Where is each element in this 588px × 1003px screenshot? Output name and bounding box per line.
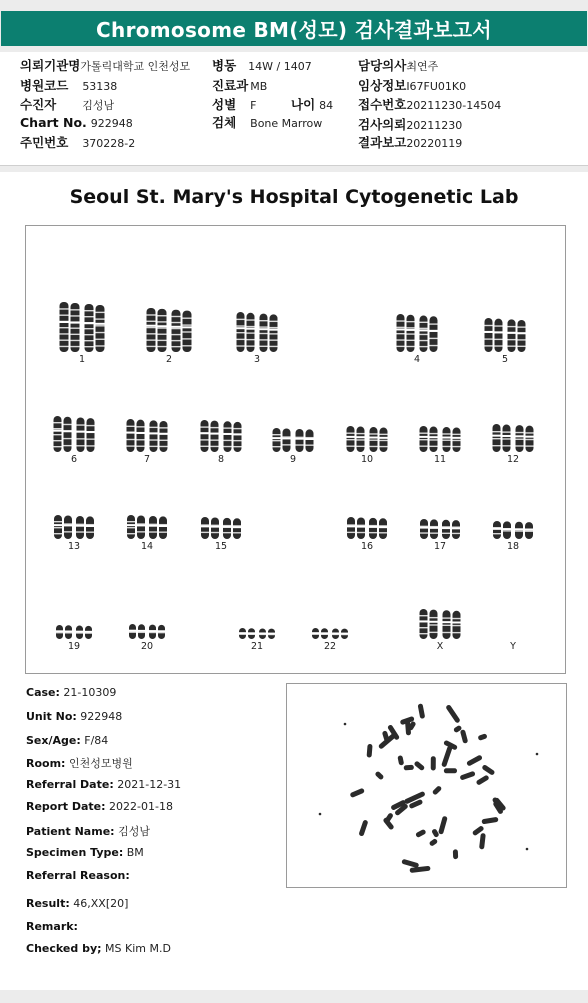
detail-label: Patient Name: — [26, 825, 115, 838]
detail-result — [26, 897, 128, 910]
metaphase-chromosome — [431, 756, 436, 770]
detail-value: MS Kim M.D — [105, 942, 171, 955]
chromosome-label-14: 14 — [140, 541, 154, 552]
detail-label: Room: — [26, 757, 66, 770]
chromosome-pair-X — [420, 609, 461, 639]
metaphase-spread-image — [287, 684, 566, 887]
metaphase-chromosome — [453, 849, 458, 859]
metaphase-chromosome — [429, 838, 439, 847]
info-value: 922948 — [90, 117, 133, 130]
chromosome-pair-2 — [147, 308, 192, 352]
info-value: 370228-2 — [82, 137, 136, 150]
chromosome-label-21: 21 — [250, 641, 264, 652]
metaphase-chromosome — [397, 755, 404, 765]
metaphase-chromosome — [441, 745, 453, 767]
chromosome-pair-3 — [237, 312, 278, 352]
info-label: 나이 — [291, 97, 316, 112]
chromosome-label-9: 9 — [289, 454, 297, 465]
detail-label: Referral Date: — [26, 778, 114, 791]
info-label: 검사의뢰 — [358, 117, 407, 132]
detail-sex-age — [26, 734, 108, 747]
chromosome-label-Y: Y — [510, 641, 516, 652]
info-chart-no — [20, 115, 133, 130]
info-value: I67FU01K0 — [406, 80, 467, 93]
chromosome-label-12: 12 — [506, 454, 520, 465]
metaphase-chromosome — [401, 859, 419, 869]
info-hospital-code — [20, 76, 117, 94]
metaphase-chromosome — [445, 704, 461, 724]
chromosome-label-4: 4 — [413, 354, 421, 365]
chromosome-label-8: 8 — [217, 454, 225, 465]
info-value: Bone Marrow — [250, 117, 323, 130]
metaphase-chromosome — [476, 775, 490, 786]
info-value: 53138 — [82, 80, 118, 93]
chromosome-pair-8 — [201, 420, 242, 452]
patient-info-panel — [0, 52, 588, 166]
debris-dot — [526, 848, 529, 851]
metaphase-chromosome — [374, 771, 384, 781]
detail-label: Result: — [26, 897, 70, 910]
detail-value: 21-10309 — [63, 686, 117, 699]
metaphase-chromosome — [444, 768, 457, 773]
metaphase-chromosome — [404, 765, 414, 771]
karyotype-panel — [25, 225, 566, 674]
metaphase-chromosome — [350, 788, 365, 798]
chromosome-pair-12 — [493, 424, 534, 452]
chromosome-pair-1 — [60, 302, 105, 352]
report-title: Chromosome BM(성모) 검사결과보고서 — [1, 11, 587, 46]
detail-label: Sex/Age: — [26, 734, 81, 747]
info-sex — [212, 95, 256, 113]
metaphase-chromosome — [382, 730, 390, 742]
chromosome-label-X: X — [436, 641, 444, 652]
info-label: 주민번호 — [20, 135, 69, 150]
metaphase-chromosome — [438, 816, 448, 835]
chromosome-pair-22 — [312, 628, 348, 639]
info-resident-no — [20, 133, 135, 151]
chromosome-label-2: 2 — [165, 354, 173, 365]
metaphase-chromosome — [418, 703, 426, 719]
detail-case — [26, 686, 116, 699]
chromosome-pair-10 — [347, 426, 388, 452]
lab-title: Seoul St. Mary's Hospital Cytogenetic Lab — [69, 186, 519, 208]
info-value: F — [250, 99, 257, 112]
detail-label: Remark: — [26, 920, 78, 933]
info-ward — [212, 56, 312, 74]
info-label: 결과보고 — [358, 135, 407, 150]
chromosome-label-16: 16 — [360, 541, 374, 552]
karyogram-image — [26, 226, 567, 675]
chromosome-pair-16 — [347, 517, 387, 539]
info-institution — [20, 56, 190, 74]
chromosome-label-11: 11 — [433, 454, 447, 465]
metaphase-chromosome — [415, 829, 426, 838]
detail-referral-date — [26, 778, 181, 791]
chromosome-pair-6 — [54, 416, 95, 452]
info-clinical — [358, 76, 466, 94]
metaphase-chromosome — [459, 771, 475, 781]
detail-remark — [26, 920, 78, 933]
detail-label: Unit No: — [26, 710, 77, 723]
metaphase-chromosome — [432, 785, 443, 795]
chromosome-pair-9 — [273, 428, 314, 452]
metaphase-chromosome — [431, 828, 440, 838]
info-label: 임상정보 — [358, 78, 407, 93]
info-value: 가톨릭대학교 인천성모 — [80, 60, 191, 73]
chromosome-pair-11 — [420, 426, 461, 452]
metaphase-chromosome — [460, 729, 468, 744]
info-label: 접수번호 — [358, 97, 407, 112]
detail-specimen-type — [26, 846, 144, 859]
info-label: 병원코드 — [20, 78, 69, 93]
metaphase-image-panel — [286, 683, 567, 888]
chromosome-label-10: 10 — [360, 454, 374, 465]
info-department — [212, 76, 267, 94]
chromosome-label-6: 6 — [70, 454, 78, 465]
detail-label: Case: — [26, 686, 60, 699]
info-value: 84 — [319, 99, 334, 112]
detail-report-date — [26, 800, 173, 813]
info-value: 20220119 — [406, 137, 463, 150]
info-label: 성별 — [212, 97, 237, 112]
info-label: 병동 — [212, 58, 237, 73]
chromosome-pair-19 — [56, 625, 92, 639]
detail-checked-by — [26, 942, 171, 955]
detail-value: 46,XX[20] — [73, 897, 129, 910]
info-request-date — [358, 115, 462, 133]
debris-dot — [536, 753, 539, 756]
chromosome-label-3: 3 — [253, 354, 261, 365]
info-value: 최연주 — [406, 60, 439, 73]
chromosome-pair-5 — [485, 318, 526, 352]
info-label: 의뢰기관명 — [20, 58, 81, 73]
chromosome-label-20: 20 — [140, 641, 154, 652]
detail-value: BM — [126, 846, 144, 859]
chromosome-pair-4 — [397, 314, 438, 352]
info-patient — [20, 95, 114, 113]
info-value: 14W / 1407 — [248, 60, 312, 73]
chromosome-pair-21 — [239, 628, 275, 639]
debris-dot — [319, 813, 322, 816]
chromosome-pair-18 — [493, 521, 533, 539]
chromosome-label-1: 1 — [78, 354, 86, 365]
metaphase-chromosome — [358, 819, 368, 836]
detail-value: F/84 — [84, 734, 109, 747]
info-doctor — [358, 56, 438, 74]
chromosome-label-7: 7 — [143, 454, 151, 465]
info-age — [291, 95, 333, 113]
metaphase-chromosome — [466, 754, 483, 766]
chromosome-pair-15 — [201, 517, 241, 539]
metaphase-chromosome — [481, 764, 495, 776]
detail-value: 2022-01-18 — [109, 800, 173, 813]
info-value: 20211230-14504 — [406, 99, 502, 112]
detail-value: 김성남 — [118, 825, 150, 838]
info-value: 김성남 — [82, 99, 115, 112]
chromosome-label-19: 19 — [67, 641, 81, 652]
info-value: 20211230 — [406, 119, 463, 132]
detail-value: 인천성모병원 — [68, 757, 133, 770]
info-specimen — [212, 113, 322, 131]
info-receipt-no — [358, 95, 501, 113]
detail-patient-name — [26, 823, 150, 839]
metaphase-chromosome — [477, 733, 487, 741]
chromosome-pair-20 — [129, 624, 165, 639]
chromosome-label-13: 13 — [67, 541, 81, 552]
chromosome-label-17: 17 — [433, 541, 447, 552]
info-label: 진료과 — [212, 78, 249, 93]
detail-value: 922948 — [80, 710, 123, 723]
detail-label: Referral Reason: — [26, 869, 130, 882]
chromosome-pair-7 — [127, 419, 168, 452]
detail-value: 2021-12-31 — [117, 778, 182, 791]
detail-label: Specimen Type: — [26, 846, 124, 859]
detail-unit-no — [26, 710, 122, 723]
chromosome-label-22: 22 — [323, 641, 337, 652]
chromosome-label-15: 15 — [214, 541, 228, 552]
info-value: MB — [250, 80, 268, 93]
debris-dot — [344, 723, 347, 726]
chromosome-pair-13 — [54, 515, 94, 539]
chromosome-pair-17 — [420, 519, 460, 539]
chromosome-pair-14 — [127, 515, 167, 539]
info-label: 검체 — [212, 115, 237, 130]
detail-referral-reason — [26, 869, 130, 882]
chromosome-label-18: 18 — [506, 541, 520, 552]
metaphase-chromosome — [413, 760, 425, 771]
bottom-strip — [0, 990, 588, 1003]
metaphase-chromosome — [481, 817, 498, 825]
detail-label: Checked by; — [26, 942, 102, 955]
metaphase-chromosome — [367, 744, 373, 758]
detail-room — [26, 755, 133, 771]
info-label: 수진자 — [20, 97, 57, 112]
chromosome-label-5: 5 — [501, 354, 509, 365]
info-label: 담당의사 — [358, 58, 407, 73]
metaphase-chromosome — [479, 833, 486, 849]
detail-label: Report Date: — [26, 800, 106, 813]
info-label: Chart No. — [20, 115, 87, 130]
info-result-date — [358, 133, 462, 151]
